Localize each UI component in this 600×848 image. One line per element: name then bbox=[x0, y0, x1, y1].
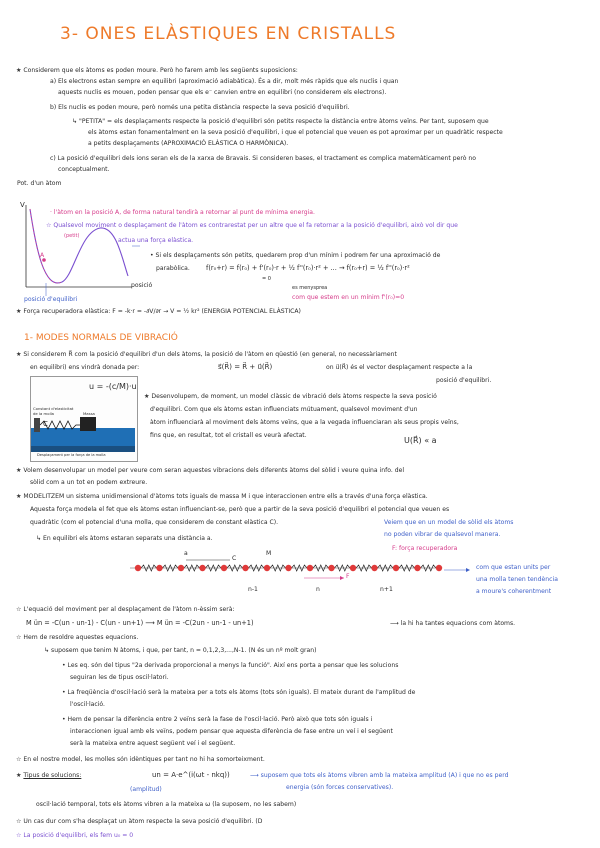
eq-position-label: posició d'equilibri bbox=[24, 296, 78, 303]
intro-line-1: ★ Considerem que els àtoms es poden moure. Però ho farem amb les següents suposicions: bbox=[16, 67, 298, 74]
star-bullet-icon: ★ bbox=[16, 493, 22, 500]
atom-mass bbox=[393, 565, 399, 571]
atom-mass bbox=[178, 565, 184, 571]
atom-mass bbox=[242, 565, 248, 571]
intro-a-1: a) Els electrons estan sempre en equilibri (aproximació adiabàtica). És a dir, molt més ràpids que els nuclis i quan bbox=[50, 78, 399, 85]
solution-note-1: ⟶ suposem que tots els àtoms vibren amb la mateixa amplitud (A) i que no es perd bbox=[250, 772, 509, 779]
intro-a-2: aquests nuclis es mouen, poden pensar que els e⁻ canvien entre en equilibri (no considerem els electrons). bbox=[58, 89, 387, 96]
point-1a: • Les eq. són del tipus "2a derivada proporcional a menys la funció". Així ens porta a pensar que les solucions bbox=[62, 662, 399, 669]
axis-v-label: V bbox=[20, 201, 25, 209]
s-line-1: ★ Si considerem R⃗ com la posició d'equilibri d'un dels àtoms, la posició de l'àtom en qüestió (en general, no necessàriament bbox=[16, 351, 397, 358]
intro-c-2: conceptualment. bbox=[58, 166, 110, 173]
s-r-formula: s⃗(R⃗) = R⃗ + u⃗(R⃗) bbox=[218, 363, 273, 371]
intro-c-1: c) La posició d'equilibri dels ions seran els de la xarxa de Bravais. Si consideren bases, el tractament es complica matemàticament però no bbox=[50, 155, 476, 162]
solution-formula: un = A·e^(i(ωt - nkq)) bbox=[152, 771, 230, 779]
intro-b-2: ↳ "PETITA" = els desplaçaments respecte la posició d'equilibri són petits respecte la distància entre àtoms veïns. Per tant, suposem que bbox=[72, 118, 489, 125]
s-r-note: on u⃗(R⃗) és el vector desplaçament respecte a la bbox=[326, 364, 473, 371]
eqm-line: ☆ L'equació del moviment per al desplaçament de l'àtom n-èssim serà: bbox=[16, 606, 235, 613]
pink-note: · l'àtom en la posició A, de forma natural tendirà a retornar al punt de mínima energia. bbox=[50, 209, 315, 216]
potential-label: Pot. d'un àtom bbox=[17, 180, 62, 187]
blue-note-2: no poden vibrar de qualsevol manera. bbox=[384, 531, 501, 538]
suppose-line-1: ↳ suposem que tenim N àtoms, i que, per tant, n = 0,1,2,3,...,N-1. (N és un nº molt gran) bbox=[44, 647, 317, 654]
chain-force-label: F bbox=[346, 573, 350, 580]
point-3c: serà la mateixa entre aquest següent veí i el següent. bbox=[70, 740, 236, 747]
star-bullet-icon: ★ bbox=[144, 393, 150, 400]
atom-mass bbox=[371, 565, 377, 571]
atom-mass bbox=[156, 565, 162, 571]
atom-mass bbox=[307, 565, 313, 571]
oscillation-line: oscil·lació temporal, tots els àtoms vibren a la mateixa ω (la suposem, no les sabem) bbox=[36, 801, 297, 808]
purple-note-2: actua una força elàstica. bbox=[118, 237, 194, 244]
box-formula: u = -(c/M)·u bbox=[89, 382, 137, 391]
last-line-1: ☆ Un cas dur com s'ha desplaçat un àtom respecte la seva posició d'equilibri. (D bbox=[16, 818, 263, 825]
axis-r-label: posició bbox=[131, 282, 153, 289]
point-2b: l'oscil·lació. bbox=[70, 701, 105, 708]
want-line-2: sòlid com a un tot en podem extreure. bbox=[30, 479, 148, 486]
s-r-note-2: posició d'equilibri. bbox=[436, 377, 492, 384]
blue-note-3: F: força recuperadora bbox=[392, 545, 458, 552]
model-line-1: ★ MODELITZEM un sistema unidimensional d'àtoms tots iguals de massa M i que interaccionen entre ells a través d'una força elàstica. bbox=[16, 493, 428, 500]
section-heading: 1- MODES NORMALS DE VIBRACIÓ bbox=[24, 333, 178, 343]
star-bullet-icon: ★ bbox=[16, 351, 22, 358]
model-line-3: quadràtic (com el potencial d'una molla, que considerem de constant elàstica C). bbox=[30, 519, 279, 526]
point-1b: seguiran les de tipus oscil·latori. bbox=[70, 674, 169, 681]
eqm-formula: M ün = -C(un - un-1) - C(un - un+1) ⟶ M ün = -C(2un - un-1 - un+1) bbox=[26, 619, 254, 627]
blue-note-1: Veiem que en un model de sòlid els àtoms bbox=[384, 519, 514, 526]
chain-c-label: C bbox=[232, 555, 237, 562]
chain-n-label: n bbox=[316, 586, 320, 593]
atom-mass bbox=[414, 565, 420, 571]
page-title: 3- ONES ELÀSTIQUES EN CRISTALLS bbox=[60, 24, 397, 44]
star-bullet-icon: ★ bbox=[16, 308, 22, 315]
box-mass-label: Massa bbox=[83, 411, 95, 416]
box-caption: Desplaçament per la força de la molla bbox=[37, 453, 106, 457]
chain-m-label: M bbox=[266, 550, 272, 557]
chain-note-2: una molla tenen tendència bbox=[476, 576, 558, 583]
taylor-line-1: • Si els desplaçaments són petits, quedarem prop d'un mínim i podrem fer una aproximació de bbox=[150, 252, 441, 259]
desc-line-2: d'equilibri. Com que els àtoms estan influenciats mútuament, qualsevol moviment d'un bbox=[150, 406, 418, 413]
small-note: (petit) bbox=[64, 233, 80, 239]
chain-note-3: a moure's coherentment bbox=[476, 588, 552, 595]
atom-mass bbox=[328, 565, 334, 571]
star-bullet-icon: ★ bbox=[16, 67, 22, 74]
eq-distance-line: ↳ En equilibri els àtoms estaran separats una distància a. bbox=[36, 535, 213, 542]
point-3a: • Hem de pensar la diferència entre 2 veïns serà la fase de l'oscil·lació. Però això que tots són iguals i bbox=[62, 716, 373, 723]
zero-note: = 0 bbox=[262, 276, 271, 282]
intro-b-4: a petits desplaçaments (APROXIMACIÓ ELÀSTICA O HARMÒNICA). bbox=[88, 140, 289, 147]
point-a-label: A bbox=[40, 252, 45, 259]
chain-note-1: com que estan units per bbox=[476, 564, 551, 571]
atom-mass bbox=[264, 565, 270, 571]
last-line-2: ☆ La posició d'equilibri, els fem u₀ = 0 bbox=[16, 832, 134, 839]
intro-b-3: els àtoms estan fonamentalment en la seva posició d'equilibri, i que el potencial que veuen es pot aproximar per un quadràtic respecte bbox=[88, 129, 503, 136]
purple-note-1: ☆ Qualsevol moviment o desplaçament de l'àtom es contrarestat per un altre que el fa retornar a la posició d'equilibri, això vol dir que bbox=[46, 222, 458, 229]
box-c-label: C bbox=[43, 420, 48, 428]
atom-mass bbox=[221, 565, 227, 571]
star-bullet-icon: ★ bbox=[16, 467, 22, 474]
solution-line: ★ Tipus de solucions: bbox=[16, 772, 82, 779]
desc-line-4: fins que, en resultat, tot el cristall es veurà afectat. bbox=[150, 432, 307, 439]
amplitude-label: (amplitud) bbox=[130, 786, 162, 793]
restore-force-line: ★ Força recuperadora elàstica: F = -k·r = -∂V/∂r → V = ½ kr² (ENERGIA POTENCIAL ELÀSTICA) bbox=[16, 308, 301, 315]
atom-mass bbox=[350, 565, 356, 571]
eqm-note: ⟶ la hi ha tantes equacions com àtoms. bbox=[390, 620, 516, 627]
star-bullet-icon: ★ bbox=[16, 772, 22, 779]
point-2a: • La freqüència d'oscil·lació serà la mateixa per a tots els àtoms (tots són iguals). El mateix durant de l'amplitud de bbox=[62, 689, 416, 696]
atom-mass bbox=[436, 565, 442, 571]
atom-mass bbox=[285, 565, 291, 571]
desc-line-1: ★ Desenvolupem, de moment, un model clàssic de vibració dels àtoms respecte la seva posició bbox=[144, 393, 437, 400]
box-wall-label: Constant d'elasticitat de la molla bbox=[33, 406, 74, 416]
intro-b-1: b) Els nuclis es poden moure, però només una petita distància respecte la seva posició d'equilibri. bbox=[50, 104, 350, 111]
s-line-2: en equilibri) ens vindrà donada per: bbox=[30, 364, 140, 371]
desc-line-3: àtom influenciarà al moviment dels àtoms veïns, que a la vegada influenciaran als seus propis veïns, bbox=[150, 419, 459, 426]
point-3b: interaccionen igual amb els veïns, podem pensar que aquesta diferència de fase entre un veí i el següent bbox=[70, 728, 393, 735]
taylor-line-2: parabòlica. bbox=[156, 265, 190, 272]
solution-note-2: energia (són forces conservatives). bbox=[286, 784, 394, 791]
min-note: com que estem en un mínim f'(r₀)=0 bbox=[292, 294, 405, 301]
u-r-relation: U(R⃗) « a bbox=[404, 436, 437, 445]
atom-mass bbox=[135, 565, 141, 571]
chain-n-minus-1-label: n-1 bbox=[248, 586, 258, 593]
taylor-formula: f(r₀+r) = f(r₀) + f'(r₀)·r + ½ f''(r₀)·r² + ... → f(r₀+r) = ½ f''(r₀)·r² bbox=[206, 264, 410, 272]
model-line-2: Aquesta força modela el fet que els àtoms estan influenciant-se, però que a partir de la seva posició d'equilibri el potencial que veuen es bbox=[30, 506, 450, 513]
atom-mass bbox=[199, 565, 205, 571]
chain-a-label: a bbox=[184, 550, 188, 557]
model-note: ☆ En el nostre model, les molles són idèntiques per tant no hi ha somorteixment. bbox=[16, 756, 265, 763]
neglect-note: es menysprea bbox=[292, 285, 328, 291]
want-line-1: ★ Volem desenvolupar un model per veure com seran aquestes vibracions dels diferents àtoms del sòlid i veure quina info. del bbox=[16, 467, 405, 474]
suppose-heading: ☆ Hem de resoldre aquestes equacions. bbox=[16, 634, 139, 641]
chain-n-plus-1-label: n+1 bbox=[380, 586, 393, 593]
